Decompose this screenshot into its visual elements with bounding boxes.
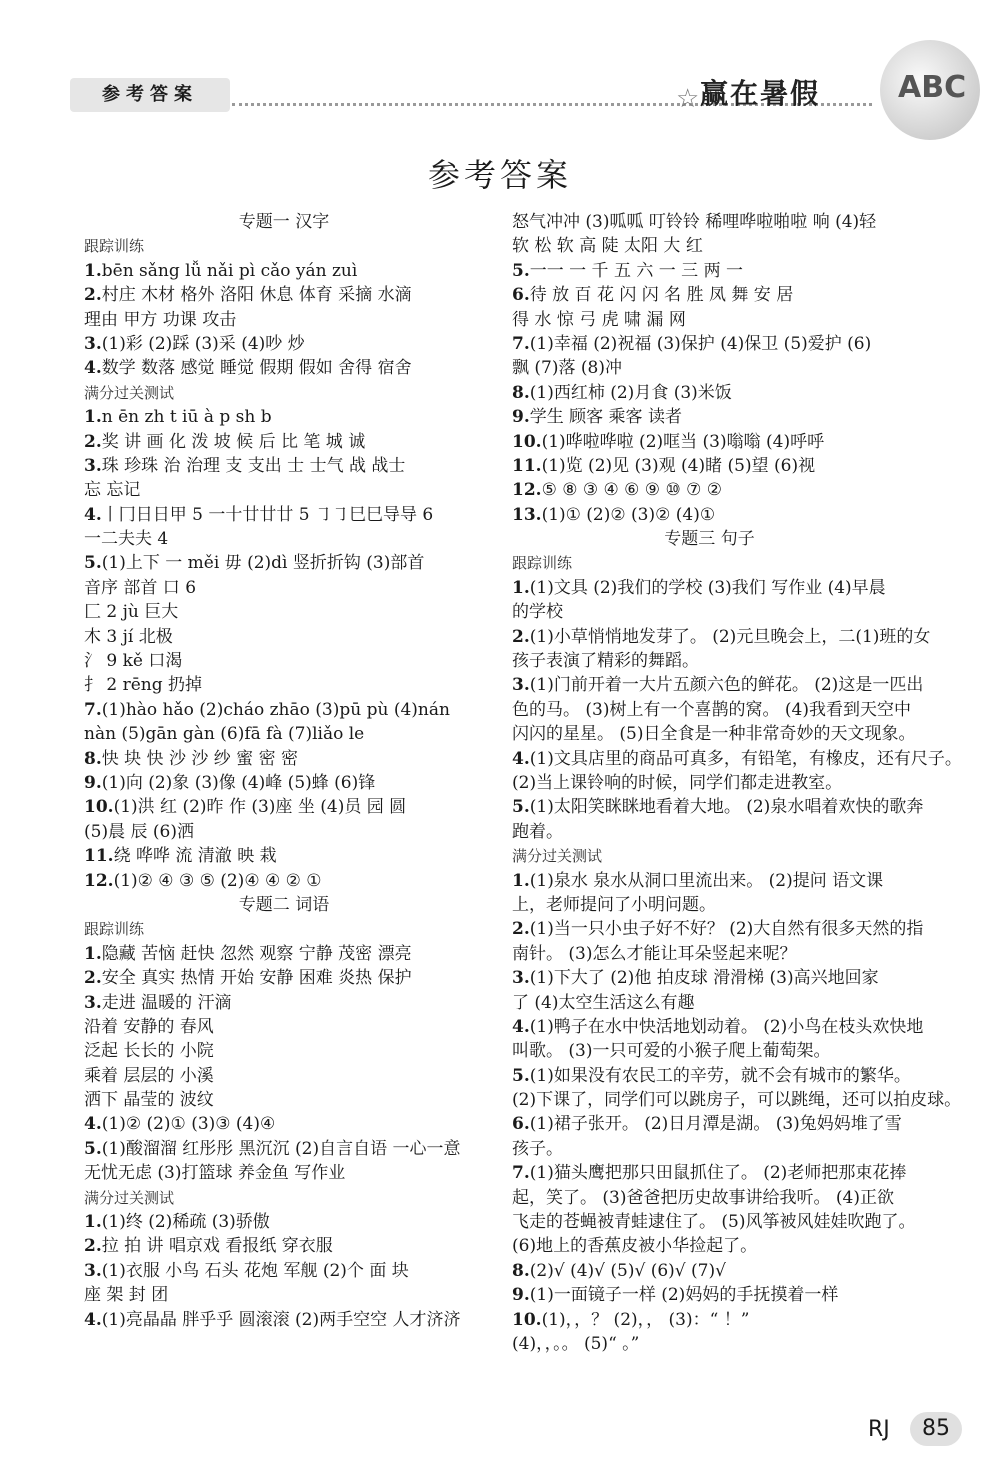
- answer-continuation: 上，老师提问了小明问题。: [512, 894, 716, 915]
- answer-continuation: 南针。 (3)怎么才能让耳朵竖起来呢？: [512, 943, 797, 964]
- logo-text: ABC: [898, 70, 967, 105]
- item-number: 4.: [512, 748, 530, 769]
- answer-continuation: 忘 忘记: [84, 480, 141, 501]
- item-text: (1)猫头鹰把那只田鼠抓住了。 (2)老师把那束花捧: [529, 1163, 907, 1184]
- answer-item: [84, 1112, 484, 1136]
- answer-item: [84, 795, 484, 819]
- answer-continuation: 匚 2 jù 巨大: [84, 602, 179, 623]
- answer-item: [84, 332, 484, 356]
- answer-continuation: 氵 9 kě 口渴: [84, 651, 183, 672]
- answer-continuation: 音序 部首 口 6: [84, 577, 197, 598]
- item-text: (1)洪 红 (2)昨 作 (3)座 坐 (4)员 园 圆: [113, 797, 407, 818]
- answer-continuation: 飞走的苍蝇被青蛙逮住了。 (5)风筝被风娃娃吹跑了。: [512, 1212, 916, 1233]
- answer-item: [512, 869, 907, 893]
- item-text: (1)② ④ ③ ⑤ (2)④ ④ ② ①: [113, 870, 322, 891]
- item-number: 7.: [84, 699, 102, 720]
- answer-item: [512, 478, 907, 502]
- page-title: 参考答案: [427, 156, 572, 194]
- item-text: 快 块 快 沙 沙 纱 蜜 密 密: [101, 748, 298, 769]
- item-number: 10.: [84, 797, 114, 818]
- item-text: (1)一面镜子一样 (2)妈妈的手抚摸着一样: [529, 1285, 839, 1306]
- answer-item: [512, 454, 907, 478]
- item-text: (1)幸福 (2)祝福 (3)保护 (4)保卫 (5)爱护 (6): [529, 333, 872, 354]
- answer-item: [512, 747, 962, 771]
- item-number: 4.: [84, 358, 102, 379]
- answer-continuation: 座 架 封 团: [84, 1285, 169, 1306]
- item-text: (1)如果没有农民工的辛劳，就不会有城市的繁华。: [529, 1065, 911, 1086]
- item-text: (1)终 (2)稀疏 (3)骄傲: [101, 1212, 270, 1233]
- section-heading: 专题二 词语: [238, 894, 330, 915]
- item-number: 8.: [512, 382, 530, 403]
- item-number: 7.: [512, 333, 530, 354]
- answer-item: [512, 332, 907, 356]
- item-text: (1)酸溜溜 红彤彤 黑沉沉 (2)自言自语 一心一意: [101, 1138, 461, 1159]
- answer-continuation: 得 水 惊 弓 虎 啸 漏 网: [512, 309, 686, 330]
- edition-label: RJ: [868, 1417, 890, 1442]
- item-text: 奖 讲 画 化 泼 坡 候 后 比 笔 城 诚: [101, 431, 366, 452]
- subsection-label: 跟踪训练: [84, 237, 145, 256]
- item-number: 4.: [512, 1016, 530, 1037]
- answer-continuation: 无忧无虑 (3)打篮球 养金鱼 写作业: [84, 1163, 346, 1184]
- answer-continuation: (2)下课了，同学们可以跳房子，可以跳绳，还可以拍皮球。: [512, 1090, 962, 1111]
- item-number: 5.: [512, 260, 530, 281]
- answer-continuation: 起，笑了。 (3)爸爸把历史故事讲给我听。 (4)正欲: [512, 1187, 894, 1208]
- item-text: 绕 哗哗 流 清澈 映 栽: [113, 846, 277, 867]
- answer-continuation: (4)，，。。 (5)“ 。”: [512, 1333, 640, 1354]
- item-number: 3.: [84, 455, 102, 476]
- answer-continuation: nàn (5)gān gàn (6)fā fà (7)liǎo le: [84, 724, 365, 745]
- item-number: 7.: [512, 1163, 530, 1184]
- item-number: 9.: [84, 772, 102, 793]
- abc-logo: [880, 40, 980, 140]
- answer-item: [84, 942, 484, 966]
- item-text: 隐藏 苦恼 赶快 忽然 观察 宁静 茂密 漂亮: [101, 943, 412, 964]
- answer-item: [84, 551, 484, 575]
- answer-item: [84, 503, 484, 527]
- item-text: n ēn zh t iū à p sh b: [101, 407, 272, 428]
- answer-item: [84, 1234, 484, 1258]
- answer-item: [84, 1137, 484, 1161]
- item-text: (1)小草悄悄地发芽了。 (2)元旦晚会上，二(1)班的女: [529, 626, 931, 647]
- answer-continuation: 泛起 长长的 小院: [84, 1041, 214, 1062]
- item-text: (1)太阳笑眯眯地看着大地。 (2)泉水唱着欢快的歌奔: [529, 797, 924, 818]
- item-text: (1)下大了 (2)他 拍皮球 滑滑梯 (3)高兴地回家: [529, 968, 879, 989]
- brand-title: 赢在暑假: [700, 77, 821, 110]
- item-text: 一一 一 千 五 六 一 三 两 一: [529, 260, 743, 281]
- subsection-label: 跟踪训练: [84, 920, 145, 939]
- item-number: 3.: [84, 333, 102, 354]
- item-number: 11.: [84, 846, 114, 867]
- answer-item: [512, 430, 907, 454]
- item-number: 8.: [84, 748, 102, 769]
- item-number: 2.: [512, 626, 530, 647]
- answer-item: [512, 283, 907, 307]
- answer-continuation: 扌 2 rēng 扔掉: [84, 675, 203, 696]
- item-number: 6.: [512, 1114, 530, 1135]
- answer-item: [512, 1283, 907, 1307]
- item-text: 安全 真实 热情 开始 安静 困难 炎热 保护: [101, 968, 412, 989]
- answer-item: [84, 1308, 484, 1332]
- left-column: [84, 210, 484, 1332]
- item-text: (1)鸭子在水中快活地划动着。 (2)小鸟在枝头欢快地: [529, 1016, 924, 1037]
- item-text: 待 放 百 花 闪 闪 名 胜 凤 舞 安 居: [529, 285, 794, 306]
- item-number: 3.: [512, 968, 530, 989]
- item-number: 5.: [84, 1138, 102, 1159]
- answer-continuation: 孩子。: [512, 1138, 563, 1159]
- item-text: (1)文具 (2)我们的学校 (3)我们 写作业 (4)早晨: [529, 577, 886, 598]
- answer-item: [84, 405, 484, 429]
- item-number: 13.: [512, 504, 542, 525]
- answer-item: [84, 356, 484, 380]
- answer-item: [84, 259, 484, 283]
- item-number: 5.: [512, 797, 530, 818]
- item-number: 11.: [512, 455, 542, 476]
- item-text: (1)① (2)② (3)② (4)①: [541, 504, 716, 525]
- item-number: 1.: [84, 260, 102, 281]
- answer-item: [512, 1064, 911, 1088]
- answer-continuation: 叫歌。 (3)一只可爱的小猴子爬上葡萄架。: [512, 1041, 831, 1062]
- item-text: 拉 拍 讲 唱京戏 看报纸 穿衣服: [101, 1236, 333, 1257]
- item-text: (1)门前开着一大片五颜六色的鲜花。 (2)这是一匹出: [529, 675, 924, 696]
- item-number: 4.: [84, 504, 102, 525]
- item-number: 1.: [84, 407, 102, 428]
- section-heading: 专题三 句子: [664, 529, 755, 550]
- item-number: 1.: [512, 577, 530, 598]
- answer-item: [84, 1259, 484, 1283]
- item-text: (1)亮晶晶 胖乎乎 圆滚滚 (2)两手空空 人才济济: [101, 1309, 461, 1330]
- item-text: (1)裙子张开。 (2)日月潭是湖。 (3)兔妈妈堆了雪: [529, 1114, 902, 1135]
- answer-item: [512, 1112, 907, 1136]
- answer-item: [84, 430, 484, 454]
- answer-continuation: (2)当上课铃响的时候，同学们都走进教室。: [512, 772, 843, 793]
- item-text: 数学 数落 感觉 睡觉 假期 假如 舍得 宿舍: [101, 358, 412, 379]
- star-icon: ☆: [676, 84, 700, 114]
- item-text: (1)西红柿 (2)月食 (3)米饭: [529, 382, 732, 403]
- item-text: (1)彩 (2)踩 (3)采 (4)吵 炒: [101, 333, 305, 354]
- subsection-label: 满分过关测试: [84, 383, 175, 402]
- answer-continuation: 一二夫夫 4: [84, 529, 169, 550]
- answer-continuation: 理由 甲方 功课 攻击: [84, 309, 237, 330]
- item-number: 5.: [512, 1065, 530, 1086]
- answer-item: [84, 747, 484, 771]
- item-number: 9.: [512, 407, 530, 428]
- section-heading: 专题一 汉字: [238, 212, 330, 232]
- answer-item: [84, 869, 484, 893]
- answer-continuation: 跑着。: [512, 821, 563, 842]
- answer-continuation: 了 (4)太空生活这么有趣: [512, 992, 695, 1013]
- answer-continuation: 色的马。 (3)树上有一个喜鹊的窝。 (4)我看到天空中: [512, 699, 911, 720]
- answer-item: [512, 576, 907, 600]
- subsection-label: 满分过关测试: [512, 847, 603, 866]
- item-text: 村庄 木材 格外 洛阳 休息 体育 采摘 水滴: [101, 285, 412, 306]
- item-text: (1)当一只小虫子好不好？ (2)大自然有很多天然的指: [529, 919, 924, 940]
- section-tab: 参考答案: [70, 78, 230, 112]
- item-number: 2.: [512, 919, 530, 940]
- answer-item: [84, 771, 484, 795]
- answer-continuation: 洒下 晶莹的 波纹: [84, 1090, 214, 1111]
- answer-continuation: 飘 (7)落 (8)冲: [512, 358, 622, 379]
- item-number: 9.: [512, 1285, 530, 1306]
- item-number: 1.: [512, 870, 530, 891]
- item-number: 2.: [84, 431, 102, 452]
- item-text: (1)览 (2)见 (3)观 (4)睹 (5)望 (6)视: [541, 455, 816, 476]
- item-number: 1.: [84, 943, 102, 964]
- item-text: (2)√ (4)√ (5)√ (6)√ (7)√: [529, 1260, 726, 1281]
- item-number: 2.: [84, 1236, 102, 1257]
- answer-item: [84, 844, 484, 868]
- answer-item: [84, 966, 484, 990]
- answer-item: [84, 698, 484, 722]
- page-number: 85: [910, 1412, 962, 1446]
- item-text: 走进 温暖的 汗滴: [101, 992, 232, 1013]
- answer-item: [512, 795, 924, 819]
- item-text: (1)泉水 泉水从洞口里流出来。 (2)提问 语文课: [529, 870, 884, 891]
- answer-item: [512, 1161, 907, 1185]
- item-number: 8.: [512, 1260, 530, 1281]
- item-text: ⑤ ⑧ ③ ④ ⑥ ⑨ ⑩ ⑦ ②: [541, 480, 722, 501]
- item-text: 学生 顾客 乘客 读者: [529, 407, 682, 428]
- answer-continuation: 的学校: [512, 602, 563, 623]
- answer-item: [84, 1210, 484, 1234]
- answer-continuation: 怒气冲冲 (3)呱呱 叮铃铃 稀哩哗啦啪啦 响 (4)轻: [512, 212, 877, 232]
- item-number: 3.: [512, 675, 530, 696]
- answer-continuation: 孩子表演了精彩的舞蹈。: [512, 651, 699, 672]
- item-number: 12.: [84, 870, 114, 891]
- item-text: (1)上下 一 měi 毋 (2)dì 竖折折钩 (3)部首: [101, 553, 425, 574]
- item-text: (1)哗啦哗啦 (2)哐当 (3)嗡嗡 (4)呼呼: [541, 431, 825, 452]
- item-number: 5.: [84, 553, 102, 574]
- answer-item: [512, 1308, 907, 1332]
- answer-item: [84, 991, 484, 1015]
- answer-item: [512, 625, 931, 649]
- answer-continuation: 木 3 jí 北极: [84, 626, 173, 647]
- answer-item: [512, 259, 907, 283]
- answer-continuation: 沿着 安静的 春风: [84, 1016, 214, 1037]
- item-text: (1)，，？ (2)，， (3)：“ ！”: [541, 1309, 750, 1330]
- answer-item: [512, 381, 907, 405]
- item-number: 4.: [84, 1309, 102, 1330]
- right-column: [512, 210, 962, 1356]
- answer-item: [512, 673, 924, 697]
- item-text: 珠 珍珠 治 治理 支 支出 士 士气 战 战士: [101, 455, 406, 476]
- item-number: 10.: [512, 1309, 542, 1330]
- answer-item: [512, 405, 907, 429]
- answer-continuation: 软 松 软 高 陡 太阳 大 红: [512, 236, 703, 257]
- item-text: (1)文具店里的商品可真多，有铅笔，有橡皮，还有尺子。: [529, 748, 962, 769]
- answer-item: [512, 1015, 924, 1039]
- item-text: (1)衣服 小鸟 石头 花炮 军舰 (2)个 面 块: [101, 1260, 409, 1281]
- answer-continuation: (5)晨 辰 (6)洒: [84, 821, 194, 842]
- answer-item: [84, 283, 484, 307]
- item-number: 3.: [84, 1260, 102, 1281]
- subsection-label: 满分过关测试: [84, 1188, 175, 1207]
- answer-continuation: 闪闪的星星。 (5)日全食是一种非常奇妙的天文现象。: [512, 724, 916, 745]
- answer-item: [84, 454, 484, 478]
- item-text: (1)② (2)① (3)③ (4)④: [101, 1114, 276, 1135]
- item-number: 12.: [512, 480, 542, 501]
- item-number: 2.: [84, 968, 102, 989]
- answer-item: [512, 1259, 907, 1283]
- item-text: bēn sǎng lǚ nǎi pì cǎo yán zuì: [101, 260, 358, 281]
- item-text: (1)向 (2)象 (3)像 (4)峰 (5)蜂 (6)锋: [101, 772, 376, 793]
- item-number: 3.: [84, 992, 102, 1013]
- item-number: 2.: [84, 285, 102, 306]
- item-number: 1.: [84, 1212, 102, 1233]
- answer-continuation: (6)地上的香蕉皮被小华捡起了。: [512, 1236, 758, 1257]
- subsection-label: 跟踪训练: [512, 554, 573, 573]
- answer-continuation: 乘着 层层的 小溪: [84, 1065, 214, 1086]
- answer-item: [512, 917, 924, 941]
- item-text: 丨冂日日甲 5 一十廿廿廿 5 ㇆㇆巳巳导导 6: [101, 504, 434, 525]
- item-text: (1)hào hǎo (2)cháo zhāo (3)pū pù (4)nán: [101, 699, 450, 720]
- item-number: 4.: [84, 1114, 102, 1135]
- item-number: 6.: [512, 285, 530, 306]
- answer-item: [512, 966, 907, 990]
- item-number: 10.: [512, 431, 542, 452]
- answer-item: [512, 503, 907, 527]
